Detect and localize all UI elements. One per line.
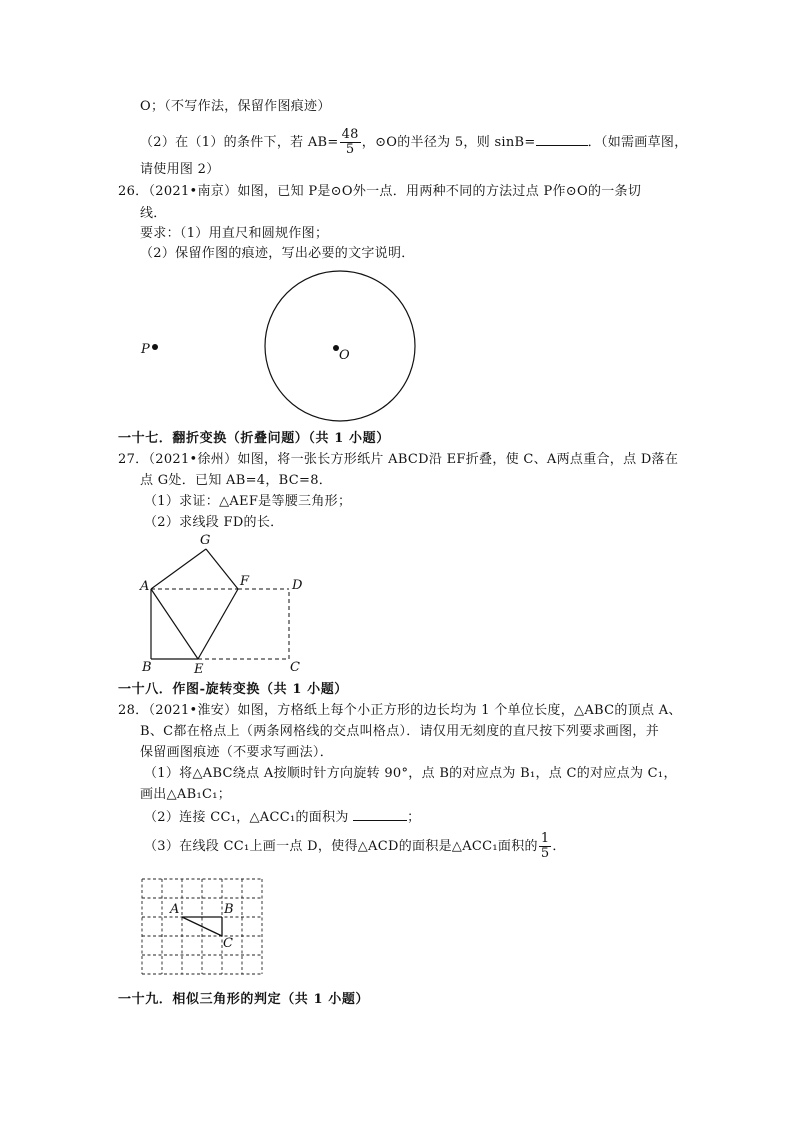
q26-line-4: （2）保留作图的痕迹，写出必要的文字说明．: [140, 246, 415, 261]
q28-line-6-text-b: ；: [407, 810, 421, 825]
q28-line-2: B、C都在格点上（两条网格线的交点叫格点）．请仅用无刻度的直尺按下列要求画图，并: [140, 724, 660, 739]
q28-line-7-text-a: （3）在线段 CC₁上画一点 D，使得△ACD的面积是△ACC₁面积的: [144, 839, 538, 854]
section-18-heading: 一十八．作图-旋转变换（共 1 小题）: [118, 682, 348, 697]
prev-question-line-1: O；（不写作法，保留作图痕迹）: [140, 99, 331, 114]
prev-question-text-c: ．（如需画草图，: [587, 135, 688, 150]
label-b-q27: B: [142, 660, 152, 675]
label-a-q28: A: [170, 902, 180, 917]
label-a-q27: A: [140, 579, 150, 594]
q28-line-7-text-b: ．: [552, 839, 566, 854]
q28-line-4: （1）将△ABC绕点 A按顺时针方向旋转 90°，点 B的对应点为 B₁，点 C的对应点为 C₁，: [144, 766, 677, 781]
q27-line-2: 点 G处．已知 AB=4，BC=8．: [140, 473, 333, 488]
label-c-q27: C: [290, 660, 300, 675]
fraction-48-5: $\frac{48}{5}$: [341, 127, 359, 157]
label-p: P: [141, 342, 150, 357]
label-c-q28: C: [223, 936, 233, 951]
label-o: O: [339, 348, 350, 363]
label-b-q28: B: [224, 902, 234, 917]
q26-line-2: 线．: [140, 206, 167, 221]
q28-line-3: 保留画图痕迹（不要求写画法）．: [140, 745, 334, 760]
q28-line-6-text-a: （2）连接 CC₁，△ACC₁的面积为: [144, 810, 349, 825]
q26-line-1: 26．（2021•南京）如图，已知 P是⊙O外一点．用两种不同的方法过点 P作⊙O的一条切: [118, 184, 642, 199]
q28-line-5: 画出△AB₁C₁；: [140, 787, 232, 802]
prev-question-text-a: （2）在（1）的条件下，若 AB=: [140, 135, 339, 150]
prev-question-text-b: ，⊙O的半径为 5，则 sinB=: [361, 135, 536, 150]
label-e: E: [194, 662, 204, 677]
section-17-heading: 一十七．翻折变换（折叠问题）（共 1 小题）: [118, 431, 390, 446]
q27-line-1: 27．（2021•徐州）如图，将一张长方形纸片 ABCD沿 EF折叠，使 C、A两点重合，点 D落在: [118, 452, 679, 467]
prev-question-line-3: 请使用图 2）: [140, 162, 220, 177]
label-g: G: [200, 533, 211, 548]
q27-line-4: （2）求线段 FD的长．: [144, 515, 284, 530]
q26-line-3: 要求：（1）用直尺和圆规作图；: [140, 226, 329, 241]
section-19-heading: 一十九．相似三角形的判定（共 1 小题）: [118, 992, 370, 1007]
label-d: D: [292, 578, 303, 593]
fraction-1-5: $\frac{1}{5}$: [540, 831, 550, 861]
q27-line-3: （1）求证：△AEF是等腰三角形；: [144, 494, 352, 509]
label-f: F: [240, 574, 250, 589]
q28-line-1: 28．（2021•淮安）如图，方格纸上每个小正方形的边长均为 1 个单位长度，△ABC的顶点 A、: [118, 703, 682, 718]
